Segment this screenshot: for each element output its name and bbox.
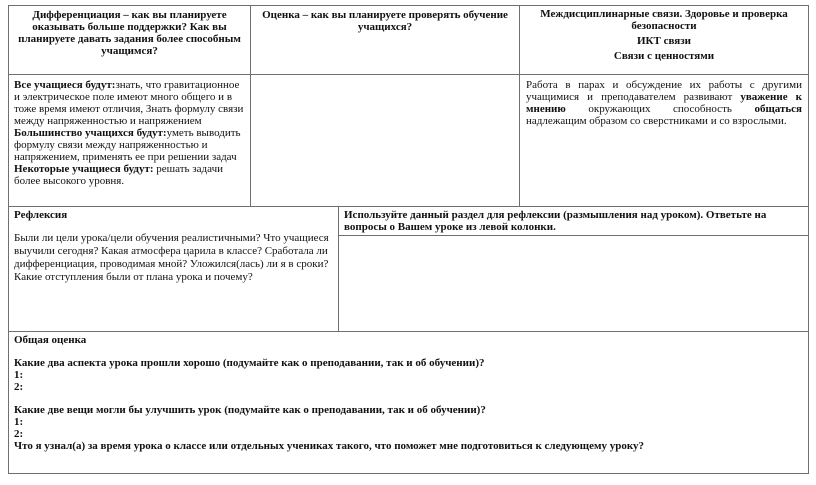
header-differentiation-cell (8, 5, 251, 75)
all-students-label: Все учащиеся будут: (14, 79, 116, 91)
links-text: Работа в парах и обсуждение их работы с другими учащимися и преподавателем развивают уважение к мнению окружающих способность общаться надлежащим образом со сверстниками и со взрослыми. (526, 79, 802, 127)
header-assessment-cell (250, 5, 520, 75)
header-links-line2: ИКТ связи (636, 35, 691, 47)
all-students-text: знать, что гравитационное и электрическое поле имеют много общего и в тоже время имеют отличия, Знать формулу связи между напряженностью и напряжением (14, 79, 244, 127)
differentiation-cell (8, 74, 251, 207)
summary-q2-answer-2: 2: (14, 428, 24, 440)
header-differentiation-text: Дифференциация – как вы планируете оказывать больше поддержки? Как вы планируете давать задания более способным учащимся? (18, 9, 241, 57)
reflection-instruction-cell (338, 206, 809, 236)
summary-title: Общая оценка (14, 334, 87, 346)
summary-question-1: Какие два аспекта урока прошли хорошо (подумайте как о преподавании, так и об обучении)? (14, 357, 485, 369)
assessment-cell (250, 74, 520, 207)
header-assessment-text: Оценка – как вы планируете проверять обучение учащихся? (262, 9, 508, 33)
summary-cell (8, 331, 809, 474)
summary-question-3: Что я узнал(а) за время урока о классе или отдельных учениках такого, что поможет мне подготовиться к следующему уроку? (14, 440, 645, 452)
summary-q1-answer-1: 1: (14, 369, 24, 381)
most-students-text: уметь выводить формулу связи между напряженностью и напряжением, применять ее при решении задач (14, 127, 241, 163)
reflection-cell (8, 206, 339, 332)
reflection-instruction: Используйте данный раздел для рефлексии (размышления над уроком). Ответьте на вопросы о Вашем уроке из левой колонки. (344, 209, 767, 233)
links-cell (519, 74, 809, 207)
reflection-title: Рефлексия (14, 209, 68, 221)
summary-q2-answer-1: 1: (14, 416, 24, 428)
some-students-text: решать задачи более высокого уровня. (14, 163, 223, 187)
header-links-line1: Междисциплинарные связи. Здоровье и проверка безопасности (540, 8, 788, 32)
reflection-questions: Были ли цели урока/цели обучения реалистичными? Что учащиеся выучили сегодня? Какая атмосфера царила в классе? Сработала ли дифференциация, проводимая мной? Уложился(лась) ли я в сроки? Какие отступления были от плана урока и почему? (14, 232, 329, 283)
most-students-label: Большинство учащихся будут: (14, 127, 167, 139)
summary-q1-answer-2: 2: (14, 381, 24, 393)
reflection-answer-cell (338, 235, 809, 332)
some-students-label: Некоторые учащиеся будут: (14, 163, 157, 175)
header-links-line3: Связи с ценностями (613, 50, 715, 62)
header-links-cell (519, 5, 809, 75)
summary-question-2: Какие две вещи могли бы улучшить урок (подумайте как о преподавании, так и об обучении)? (14, 404, 486, 416)
